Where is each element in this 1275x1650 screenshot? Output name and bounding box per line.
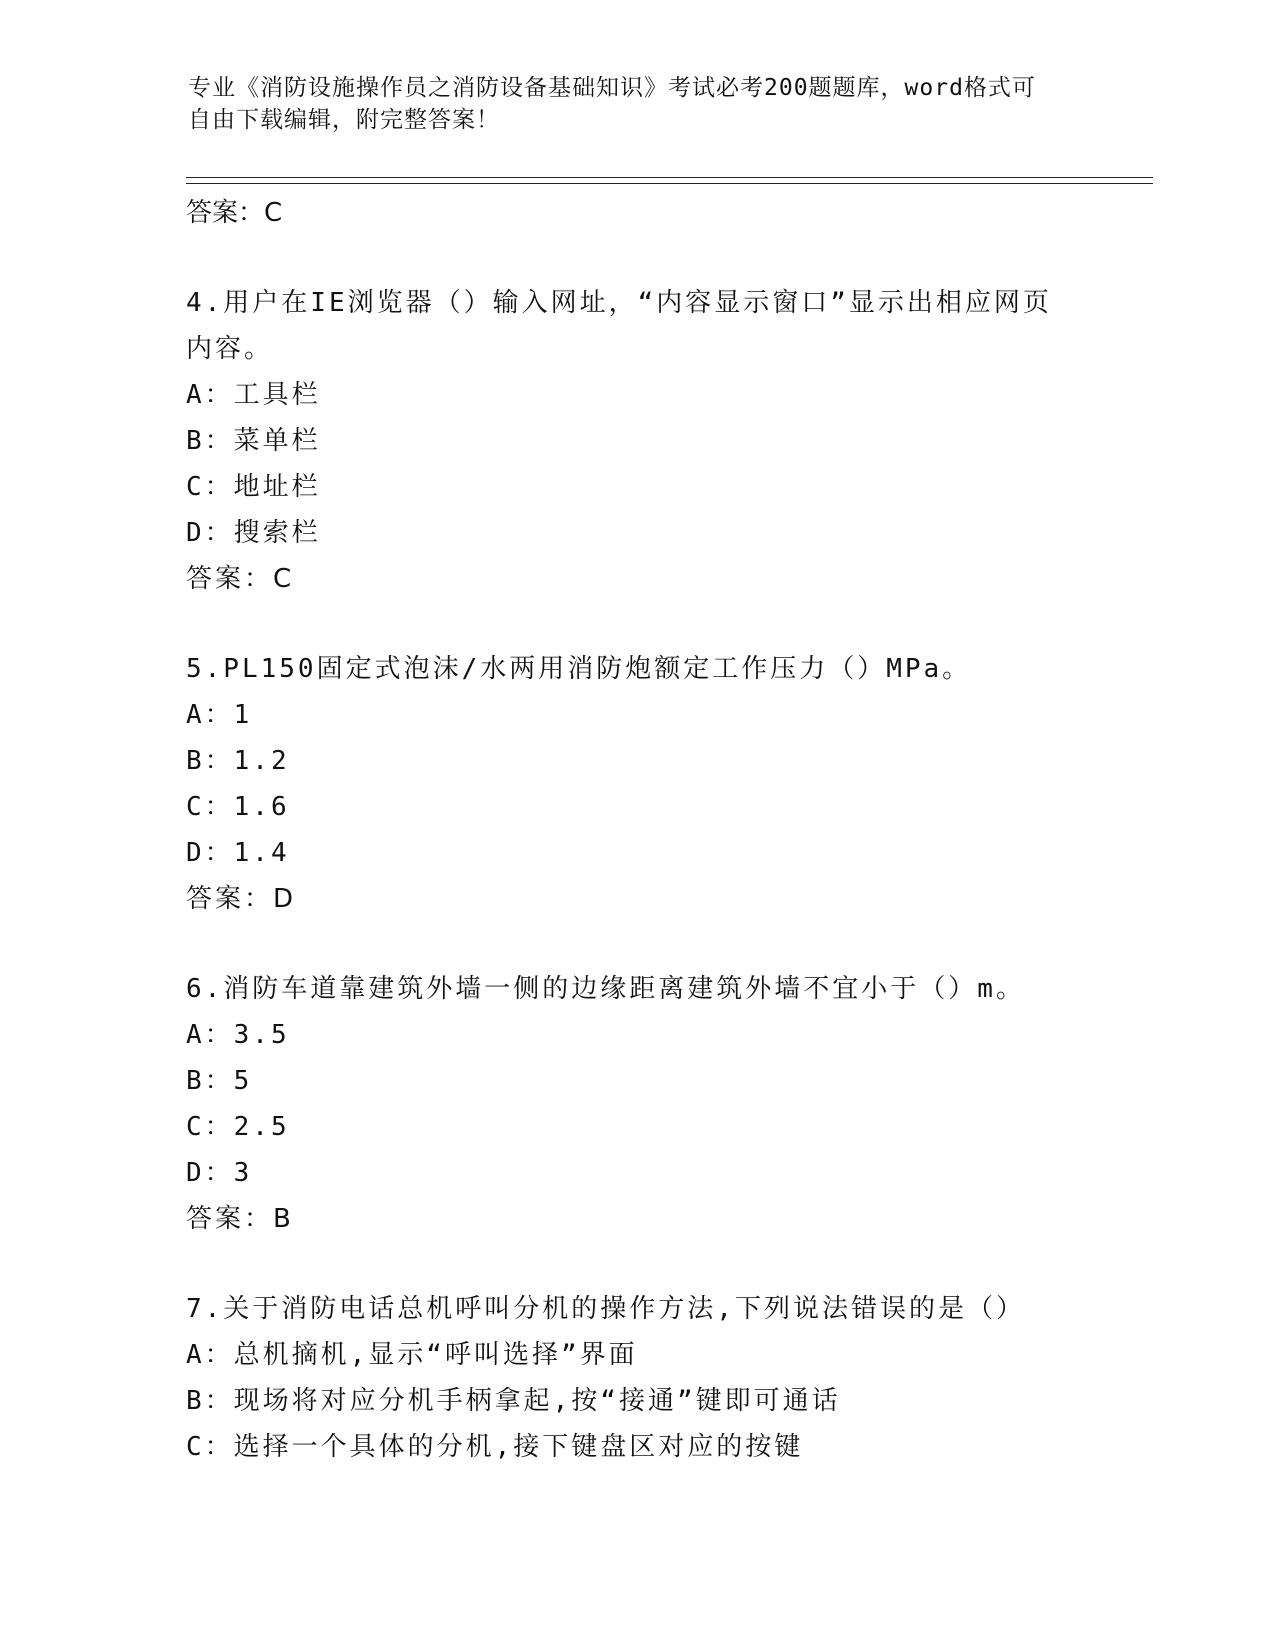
question-block — [186, 1286, 1106, 1470]
question-block — [186, 646, 1106, 922]
question-stem-line: 4.用户在IE浏览器（）输入网址，“内容显示窗口”显示出相应网页 — [186, 288, 1052, 318]
spacer — [186, 1242, 1106, 1286]
spacer — [186, 236, 1106, 280]
question-block — [186, 966, 1106, 1242]
header-line-1: 专业《消防设施操作员之消防设备基础知识》考试必考200题题库，word格式可 — [188, 75, 1036, 101]
answer-line — [186, 556, 1106, 602]
answer-label: 答案： — [186, 564, 274, 594]
option-b: B：5 — [186, 1066, 253, 1096]
option-c: C：1.6 — [186, 792, 290, 822]
answer-value: D — [273, 884, 297, 914]
spacer — [186, 602, 1106, 646]
question-stem — [186, 1286, 1106, 1332]
option-c: C：地址栏 — [186, 472, 321, 502]
question-stem-line: 6.消防车道靠建筑外墙一侧的边缘距离建筑外墙不宜小于（）m。 — [186, 974, 1025, 1004]
option-b: B：1.2 — [186, 746, 290, 776]
answer-line — [186, 190, 1106, 236]
header-divider-top — [186, 177, 1153, 178]
option-b: B：现场将对应分机手柄拿起,按“接通”键即可通话 — [186, 1386, 841, 1416]
question-stem — [186, 646, 1106, 692]
answer-value: B — [273, 1204, 294, 1234]
answer-value: C — [273, 564, 295, 594]
option-a: A：1 — [186, 700, 253, 730]
option-a: A：工具栏 — [186, 380, 321, 410]
answer-line — [186, 1196, 1106, 1242]
document-header — [188, 72, 1088, 136]
option-d: D：1.4 — [186, 838, 290, 868]
answer-label: 答案： — [186, 198, 265, 228]
question-block — [186, 280, 1106, 602]
option-c: C：2.5 — [186, 1112, 290, 1142]
question-stem — [186, 966, 1106, 1012]
option-d: D：3 — [186, 1158, 253, 1188]
option-a: A：总机摘机,显示“呼叫选择”界面 — [186, 1340, 638, 1370]
answer-label: 答案： — [186, 884, 274, 914]
option-d: D：搜索栏 — [186, 518, 321, 548]
answer-value: C — [264, 198, 283, 228]
question-content — [186, 190, 1106, 1470]
question-stem — [186, 280, 1106, 372]
option-c: C：选择一个具体的分机,接下键盘区对应的按键 — [186, 1432, 804, 1462]
spacer — [186, 922, 1106, 966]
question-stem-line: 5.PL150固定式泡沫/水两用消防炮额定工作压力（）MPa。 — [186, 654, 972, 684]
option-b: B：菜单栏 — [186, 426, 321, 456]
header-divider-bottom — [186, 183, 1153, 184]
answer-line — [186, 876, 1106, 922]
answer-label: 答案： — [186, 1204, 274, 1234]
question-stem-line: 7.关于消防电话总机呼叫分机的操作方法,下列说法错误的是（） — [186, 1294, 1025, 1324]
question-stem-line: 内容。 — [186, 334, 274, 364]
header-line-2: 自由下载编辑，附完整答案！ — [188, 107, 500, 133]
option-a: A：3.5 — [186, 1020, 290, 1050]
